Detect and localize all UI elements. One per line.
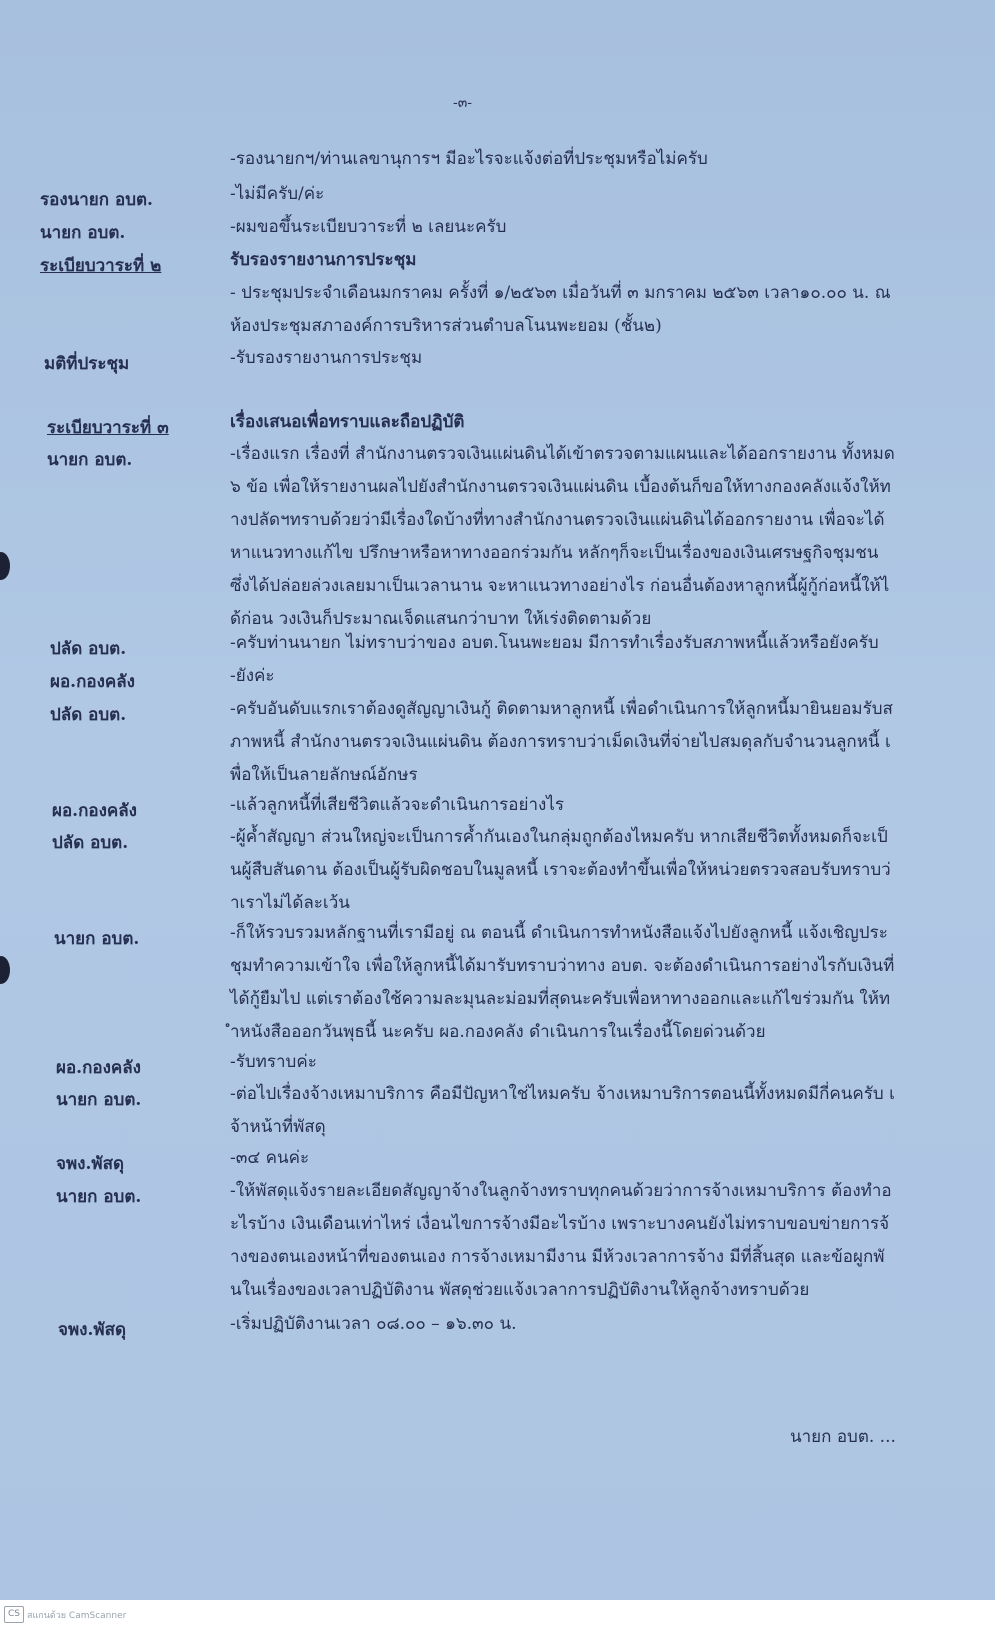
camscanner-logo-icon: CS (4, 1606, 24, 1623)
agenda-item-label: ระเบียบวาระที่ ๓ (47, 418, 169, 438)
speaker-label: ผอ.กองคลัง (56, 1058, 141, 1078)
entry-text: -ต่อไปเรื่องจ้างเหมาบริการ คือมีปัญหาใช่ไหมครับ จ้างเหมาบริการตอนนี้ทั้งหมดมีกี่คนครับ เจ้าหน้าที่พัสดุ (230, 1084, 895, 1137)
speaker-label: นายก อบต. (47, 450, 133, 470)
entry-text: -ครับอันดับแรกเราต้องดูสัญญาเงินกู้ ติดตามหาลูกหนี้ เพื่อดำเนินการให้ลูกหนี้มายินยอมรับสภาพหนี้ สำนักงานตรวจเงินแผ่นดิน ต้องการทราบว่าเม็ดเงินที่จ่ายไปสมดุลกับจำนวนลูกหนี้ เพื่อให้เป็นลายลักษณ์อักษร (230, 699, 893, 785)
speaker-label: มติที่ประชุม (44, 354, 130, 374)
entry-text: -รองนายกฯ/ท่านเลขานุการฯ มีอะไรจะแจ้งต่อที่ประชุมหรือไม่ครับ (230, 149, 708, 169)
speaker-label: ปลัด อบต. (50, 639, 127, 659)
entry-text: -๓๔ คนค่ะ (230, 1148, 310, 1168)
speaker-label: จพง.พัสดุ (58, 1320, 127, 1340)
entry-text: -เริ่มปฏิบัติงานเวลา ๐๘.๐๐ – ๑๖.๓๐ น. (230, 1314, 517, 1334)
page-number: -๓- (453, 95, 473, 111)
speaker-label: นายก อบต. (56, 1187, 142, 1207)
entry-text: -แล้วลูกหนี้ที่เสียชีวิตแล้วจะดำเนินการอย่างไร (230, 795, 564, 815)
entry-text: -ผู้ค้ำสัญญา ส่วนใหญ่จะเป็นการค้ำกันเองในกลุ่มถูกต้องไหมครับ หากเสียชีวิตทั้งหมดก็จะเป็นผู้สืบสันดาน ต้องเป็นผู้รับผิดชอบในมูลหนี้ เราจะต้องทำขึ้นเพื่อให้หน่วยตรวจสอบรับทราบว่าเราไม่ได้ละเว้น (230, 827, 891, 913)
speaker-label: นายก อบต. (40, 223, 126, 243)
entry-text: -ไม่มีครับ/ค่ะ (230, 184, 325, 204)
entry-text: -ยังค่ะ (230, 666, 275, 686)
speaker-label: ผอ.กองคลัง (50, 672, 135, 692)
next-page-catchword: นายก อบต. ... (790, 1427, 896, 1447)
scanner-watermark: สแกนด้วย CamScanner (27, 1611, 127, 1621)
entry-text: -ให้พัสดุแจ้งรายละเอียดสัญญาจ้างในลูกจ้างทราบทุกคนด้วยว่าการจ้างเหมาบริการ ต้องทำอะไรบ้าง เงินเดือนเท่าไหร่ เงื่อนไขการจ้างมีอะไรบ้าง เพราะบางคนยังไม่ทราบขอบข่ายการจ้างของตนเองหน้าที่ของตนเอง การจ้างเหมามีงาน มีห้วงเวลาการจ้าง มีที่สิ้นสุด และข้อผูกพันในเรื่องของเวลาปฏิบัติงาน พัสดุช่วยแจ้งเวลาการปฏิบัติงานให้ลูกจ้างทราบด้วย (230, 1181, 892, 1300)
speaker-label: ปลัด อบต. (50, 705, 127, 725)
entry-text: -ครับท่านนายก ไม่ทราบว่าของ อบต.โนนพะยอม มีการทำเรื่องรับสภาพหนี้แล้วหรือยังครับ (230, 633, 879, 653)
entry-text: -รับทราบค่ะ (230, 1052, 317, 1072)
speaker-label: นายก อบต. (54, 929, 140, 949)
scanner-footer (0, 1600, 1005, 1628)
speaker-label: ปลัด อบต. (52, 833, 129, 853)
page-edge (995, 0, 1005, 1600)
speaker-label: รองนายก อบต. (40, 190, 153, 210)
entry-text: -ผมขอขึ้นระเบียบวาระที่ ๒ เลยนะครับ (230, 217, 507, 237)
entry-text: -เรื่องแรก เรื่องที่ สำนักงานตรวจเงินแผ่นดินได้เข้าตรวจตามแผนและได้ออกรายงาน ทั้งหมด ๖ ข้อ เพื่อให้รายงานผลไปยังสำนักงานตรวจเงินแผ่นดิน เบื้องต้นก็ขอให้ทางกองคลังแจ้งให้ทางปลัดฯทราบด้วยว่ามีเรื่องใดบ้างที่ทางสำนักงานตรวจเงินแผ่นดินได้ออกรายงาน เพื่อจะได้หาแนวทางแก้ไข ปรึกษาหรือหาทางออกร่วมกัน หลักๆก็จะเป็นเรื่องของเงินเศรษฐกิจชุมชน ซึ่งได้ปล่อยล่วงเลยมาเป็นเวลานาน จะหาแนวทางอย่างไร ก่อนอื่นต้องหาลูกหนี้ผู้กู้ก่อหนี้ให้ได้ก่อน วงเงินก็ประมาณเจ็ดแสนกว่าบาท ให้เร่งติดตามด้วย (230, 444, 895, 629)
agenda-title: รับรองรายงานการประชุม (230, 250, 417, 270)
agenda-item-label: ระเบียบวาระที่ ๒ (40, 256, 162, 276)
speaker-label: ผอ.กองคลัง (52, 801, 137, 821)
speaker-label: นายก อบต. (56, 1090, 142, 1110)
speaker-label: จพง.พัสดุ (56, 1154, 125, 1174)
entry-text: - ประชุมประจำเดือนมกราคม ครั้งที่ ๑/๒๕๖๓ เมื่อวันที่ ๓ มกราคม ๒๕๖๓ เวลา๑๐.๐๐ น. ณ ห้องประชุมสภาองค์การบริหารส่วนตำบลโนนพะยอม (ชั้น๒) (230, 283, 891, 336)
entry-text: -ก็ให้รวบรวมหลักฐานที่เรามีอยู่ ณ ตอนนี้ ดำเนินการทำหนังสือแจ้งไปยังลูกหนี้ แจ้งเชิญประชุมทำความเข้าใจ เพื่อให้ลูกหนี้ได้มารับทราบว่าทาง อบต. จะต้องดำเนินการอย่างไรกับเงินที่ได้กู้ยืมไป แต่เราต้องใช้ความละมุนละม่อมที่สุดนะครับเพื่อหาทางออกและแก้ไขร่วมกัน ให้ทำหนังสือออกวันพุธนี้ นะครับ ผอ.กองคลัง ดำเนินการในเรื่องนี้โดยด่วนด้วย (230, 923, 895, 1042)
agenda-title: เรื่องเสนอเพื่อทราบและถือปฏิบัติ (230, 412, 465, 432)
entry-text: -รับรองรายงานการประชุม (230, 348, 423, 368)
